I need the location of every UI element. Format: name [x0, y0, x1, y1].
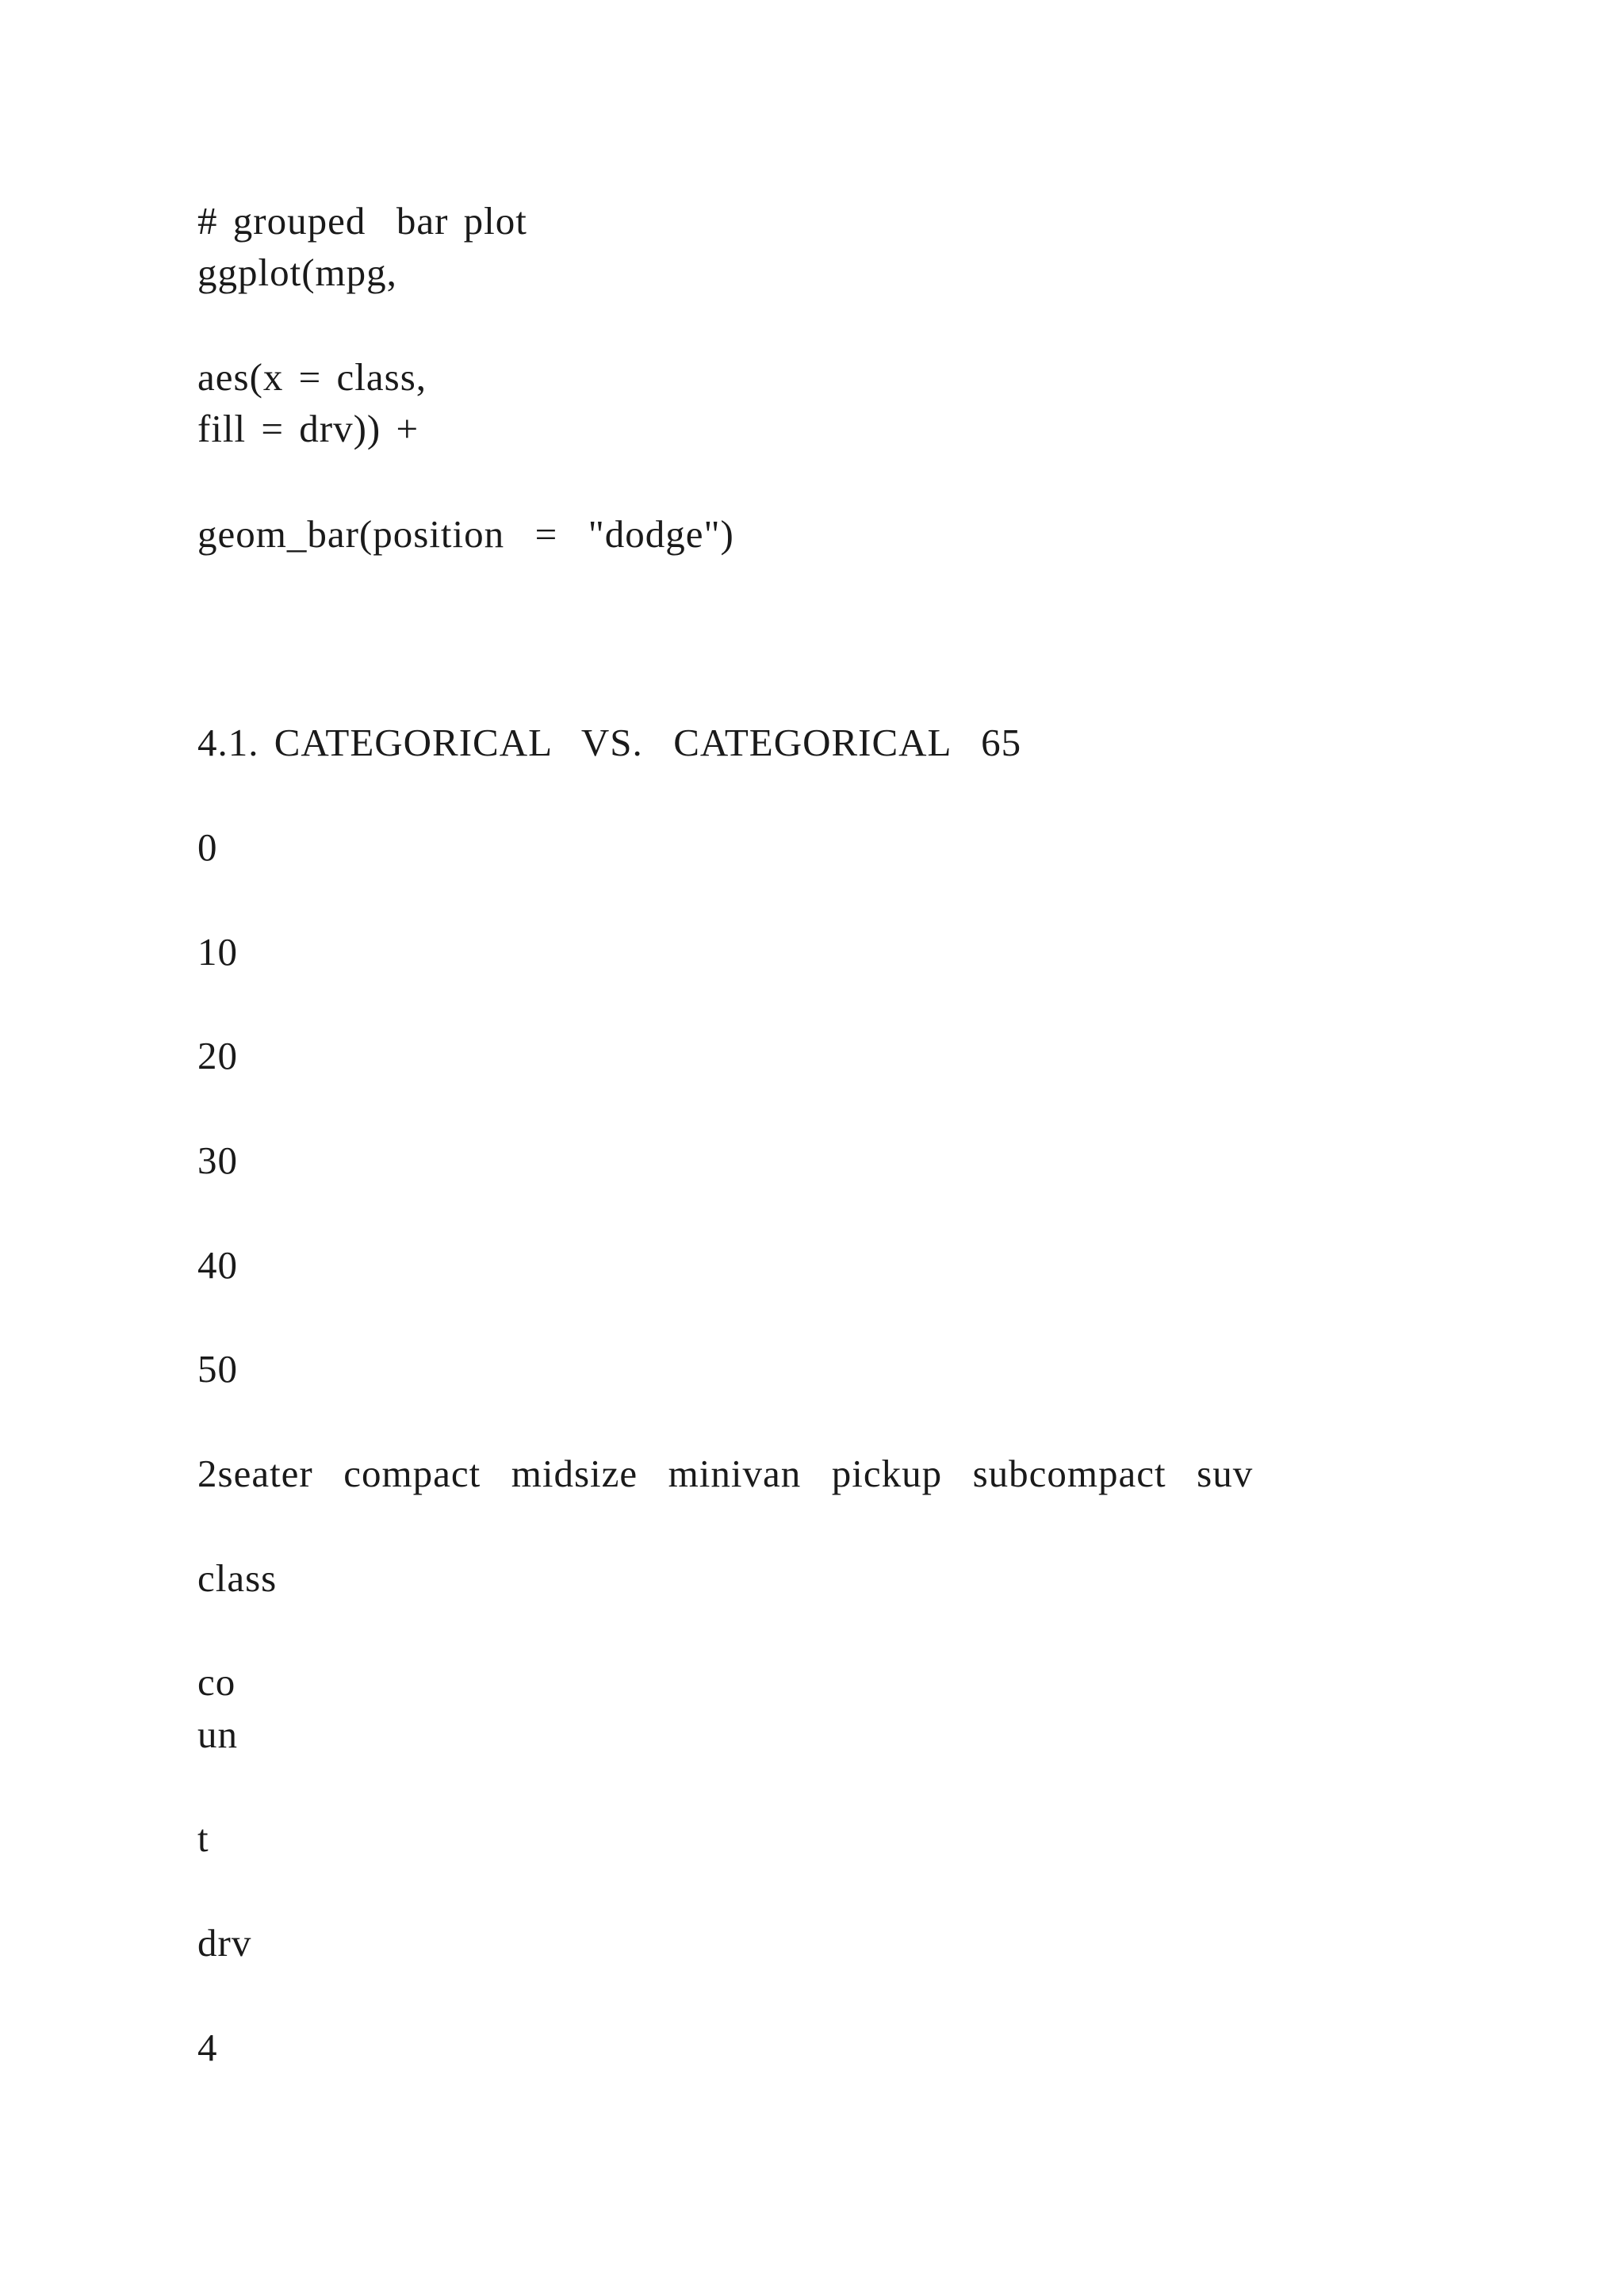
y-tick-label: 0 [197, 825, 218, 869]
running-head: 4.1. CATEGORICAL VS. CATEGORICAL 65 [197, 721, 1022, 764]
code-line-geom-bar: geom_bar(position = "dodge") [197, 512, 734, 556]
code-line-fill: fill = drv)) + [197, 407, 419, 450]
y-tick-label: 30 [197, 1138, 238, 1182]
y-axis-label-part: t [197, 1816, 209, 1860]
y-tick-label: 40 [197, 1243, 238, 1287]
y-tick-label: 20 [197, 1034, 238, 1077]
y-tick-label: 50 [197, 1347, 238, 1391]
y-tick-label: 10 [197, 930, 238, 974]
y-axis-label-part: co [197, 1660, 236, 1704]
code-comment: # grouped bar plot [197, 199, 527, 243]
y-axis-label-part: un [197, 1712, 238, 1756]
legend-title: drv [197, 1921, 252, 1965]
x-axis-label: class [197, 1556, 278, 1600]
x-category-labels: 2seater compact midsize minivan pickup subcompact suv [197, 1452, 1254, 1495]
legend-item: 4 [197, 2026, 218, 2069]
code-line-ggplot: ggplot(mpg, [197, 251, 397, 294]
code-line-aes: aes(x = class, [197, 355, 427, 399]
